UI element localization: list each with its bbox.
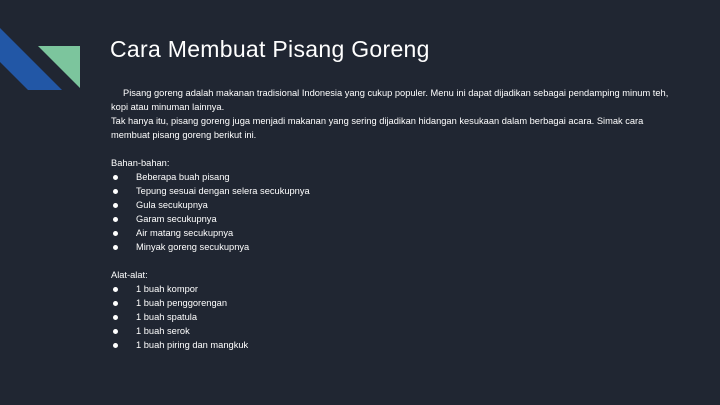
tools-section: [111, 268, 671, 352]
bullet-icon: [113, 287, 118, 292]
list-item: [111, 198, 671, 212]
list-item: [111, 212, 671, 226]
tools-heading: Alat-alat:: [111, 270, 148, 280]
list-item-text: Garam secukupnya: [136, 214, 217, 224]
list-item-text: Gula secukupnya: [136, 200, 208, 210]
list-item-text: Beberapa buah pisang: [136, 172, 230, 182]
slide-body: [111, 86, 671, 352]
intro-text: [111, 86, 671, 142]
ingredients-list: [111, 170, 671, 254]
list-item-text: Tepung sesuai dengan selera secukupnya: [136, 186, 310, 196]
slide-title: Cara Membuat Pisang Goreng: [110, 36, 430, 62]
tools-list: [111, 282, 671, 352]
list-item: [111, 226, 671, 240]
bullet-icon: [113, 189, 118, 194]
list-item-text: 1 buah serok: [136, 326, 190, 336]
ingredients-section: [111, 156, 671, 254]
list-item: [111, 324, 671, 338]
list-item-text: 1 buah spatula: [136, 312, 197, 322]
ingredients-heading: Bahan-bahan:: [111, 158, 170, 168]
bullet-icon: [113, 217, 118, 222]
bullet-icon: [113, 343, 118, 348]
list-item: [111, 170, 671, 184]
list-item-text: 1 buah kompor: [136, 284, 199, 294]
bullet-icon: [113, 203, 118, 208]
bullet-icon: [113, 231, 118, 236]
list-item-text: Air matang secukupnya: [136, 228, 234, 238]
list-item: [111, 296, 671, 310]
list-item: [111, 338, 671, 352]
list-item-text: 1 buah piring dan mangkuk: [136, 340, 249, 350]
bullet-icon: [113, 245, 118, 250]
list-item: [111, 240, 671, 254]
intro-paragraph-1: Pisang goreng adalah makanan tradisional Indonesia yang cukup populer. Menu ini dapat dijadikan sebagai pendamping minum teh, kopi atau minuman lainnya.: [111, 88, 669, 112]
list-item-text: Minyak goreng secukupnya: [136, 242, 250, 252]
bullet-icon: [113, 175, 118, 180]
list-item: [111, 184, 671, 198]
list-item: [111, 310, 671, 324]
bullet-icon: [113, 315, 118, 320]
bullet-icon: [113, 301, 118, 306]
intro-paragraph-2: Tak hanya itu, pisang goreng juga menjadi makanan yang sering dijadikan hidangan kesukaan dalam berbagai acara. Simak cara membuat pisang goreng berikut ini.: [111, 116, 644, 140]
bullet-icon: [113, 329, 118, 334]
list-item-text: 1 buah penggorengan: [136, 298, 227, 308]
corner-decoration: [0, 0, 90, 100]
list-item: [111, 282, 671, 296]
